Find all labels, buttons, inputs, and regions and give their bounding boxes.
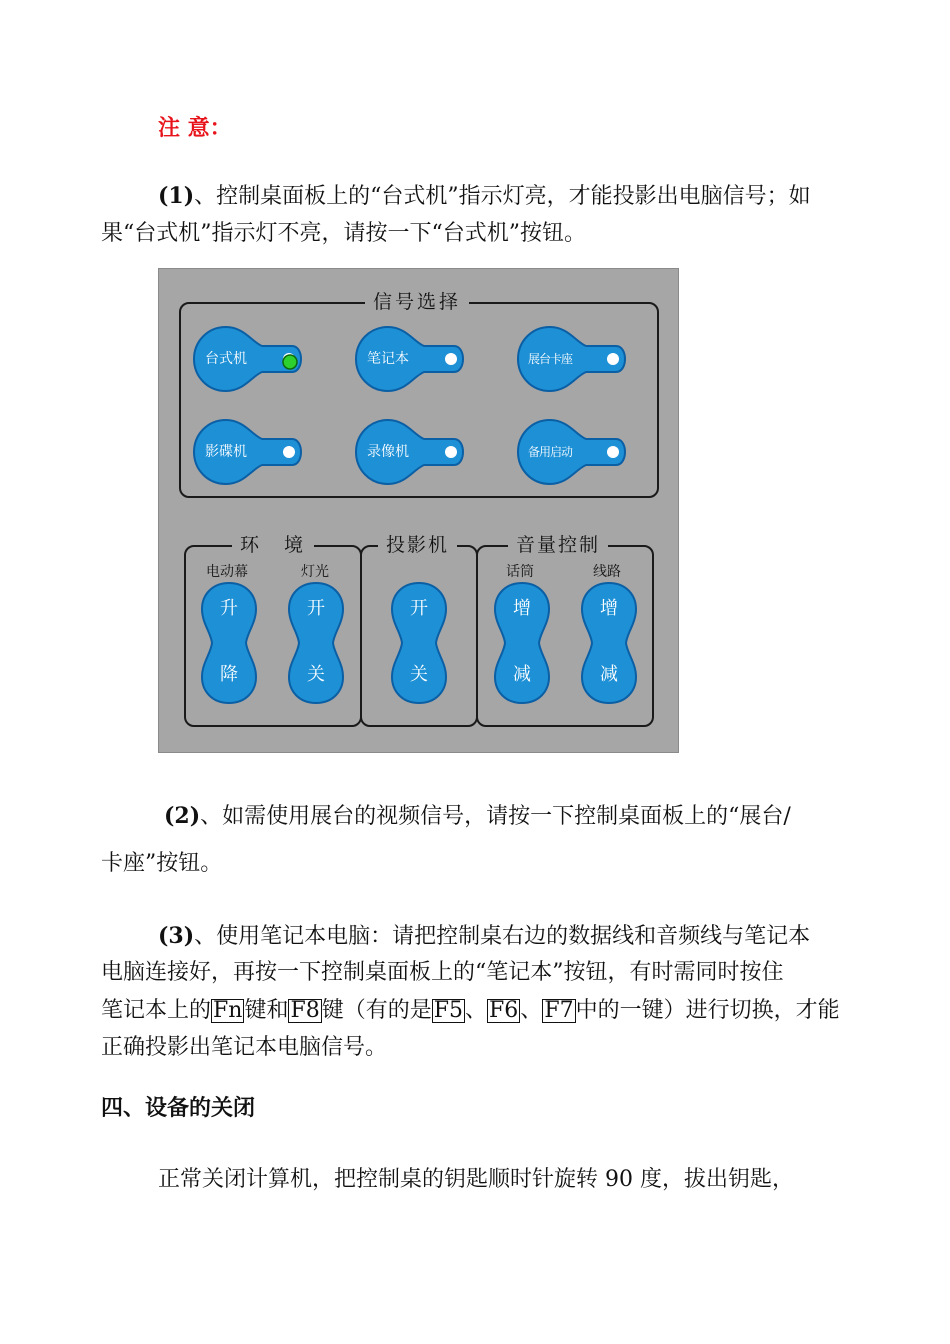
para3-text1: 、使用笔记本电脑：请把控制桌右边的数据线和音频线与笔记本 [194, 924, 811, 949]
vcr-button[interactable] [354, 417, 466, 487]
f6-key-box: F6 [489, 998, 519, 1023]
line-volume-down-button[interactable]: 减 [600, 664, 618, 685]
vcr-button-label: 录像机 [367, 444, 409, 460]
para1-line2: 果“台式机”指示灯不亮，请按一下“台式机”按钮。 [101, 221, 586, 246]
para1-line1 [158, 178, 811, 215]
light-off-button[interactable]: 关 [307, 664, 325, 685]
volume-title: 音量控制 [508, 533, 608, 557]
notice-title: 注 意： [158, 115, 232, 141]
line-volume-up-button[interactable]: 增 [600, 598, 618, 619]
para4-line1: 正常关闭计算机，把控制桌的钥匙顺时针旋转 90 度，拔出钥匙， [158, 1167, 794, 1192]
para1-text1: 、控制桌面板上的“台式机”指示灯亮，才能投影出电脑信号；如 [194, 184, 811, 209]
mic-volume-buttons [493, 581, 551, 705]
para2-number: (2) [164, 803, 201, 829]
light-on-button[interactable]: 开 [307, 598, 325, 619]
booth-card-button[interactable] [516, 324, 628, 394]
para2-line1 [164, 798, 791, 835]
laptop-button-label: 笔记本 [367, 351, 409, 367]
desktop-button-label: 台式机 [205, 351, 247, 367]
para2-text1: 、如需使用展台的视频信号，请按一下控制桌面板上的“展台/ [200, 804, 791, 829]
para3-line2: 电脑连接好，再按一下控制桌面板上的“笔记本”按钮，有时需同时按住 [101, 960, 784, 985]
environment-title: 环 境 [232, 533, 314, 557]
light-onoff-buttons [287, 581, 345, 705]
projector-off-button[interactable]: 关 [410, 664, 428, 685]
para1-number: (1) [158, 183, 195, 209]
line-label: 线路 [593, 564, 621, 580]
mic-volume-up-button[interactable]: 增 [513, 598, 531, 619]
dvd-button-label: 影碟机 [205, 444, 247, 460]
fn-key-box: Fn [213, 998, 243, 1023]
control-panel-image [158, 268, 679, 753]
para3-line3-b: 键和 [244, 998, 289, 1023]
signal-select-title: 信号选择 [365, 290, 469, 314]
para3-line3-a: 笔记本上的 [101, 998, 212, 1023]
desktop-button[interactable] [192, 324, 304, 394]
screen-down-button[interactable]: 降 [220, 664, 238, 685]
dvd-button[interactable] [192, 417, 304, 487]
booth-card-button-label: 展台卡座 [527, 352, 572, 366]
f5-key-box: F5 [433, 998, 464, 1023]
backup-button[interactable] [516, 417, 628, 487]
light-label: 灯光 [301, 564, 329, 580]
para3-sep1: 、 [465, 998, 488, 1023]
para3-line3 [101, 993, 840, 1029]
para3-number: (3) [158, 923, 195, 949]
screen-updown-buttons [200, 581, 258, 705]
para2-line2: 卡座”按钮。 [101, 851, 223, 876]
line-volume-buttons [580, 581, 638, 705]
para3-line3-c: 键（有的是 [321, 998, 432, 1023]
para3-line3-d: 中的一键）进行切换，才能 [575, 998, 840, 1023]
mic-label: 话筒 [506, 564, 534, 580]
mic-volume-down-button[interactable]: 减 [513, 664, 531, 685]
screen-label: 电动幕 [206, 564, 248, 580]
para3-sep2: 、 [520, 998, 543, 1023]
f7-key-box: F7 [544, 998, 574, 1023]
section4-title: 四、设备的关闭 [101, 1095, 256, 1121]
para3-line1 [158, 918, 810, 955]
projector-on-button[interactable]: 开 [410, 598, 428, 619]
projector-title: 投影机 [378, 533, 457, 557]
f8-key-box: F8 [290, 998, 320, 1023]
projector-onoff-buttons [390, 581, 448, 705]
laptop-button[interactable] [354, 324, 466, 394]
para3-line4: 正确投影出笔记本电脑信号。 [101, 1035, 388, 1060]
screen-up-button[interactable]: 升 [220, 598, 238, 619]
backup-button-label: 备用启动 [527, 445, 572, 459]
